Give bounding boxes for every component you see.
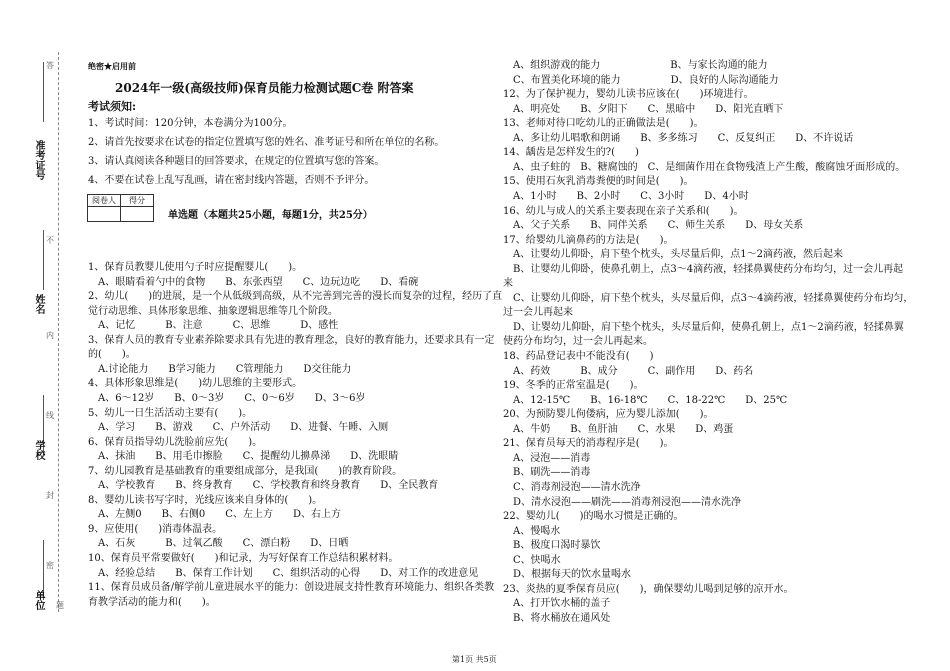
answer-option: A、学校教育 B、终身教育 C、学校教育和终身教育 D、全民教育 xyxy=(98,480,439,492)
seal-char: 不 xyxy=(46,236,54,245)
note-item: 3、请认真阅读各种题目的回答要求，在规定的位置填写您的答案。 xyxy=(88,156,385,167)
answer-option: A、眼睛看着勺中的食物 B、东张西望 C、边玩边吃 D、看碗 xyxy=(98,276,419,288)
answer-option: A、组织游戏的能力 B、与家长沟通的能力 xyxy=(513,60,768,71)
note-item: 2、请首先按要求在试卷的指定位置填写您的姓名、准考证号和所在单位的名称。 xyxy=(88,137,445,148)
question-line: 9、应使用( )消毒体温表。 xyxy=(88,523,223,535)
answer-option: B、将水桶放在通风处 xyxy=(513,612,611,624)
section-title: 单选题（本题共25小题，每题1分，共25分） xyxy=(168,210,373,221)
question-line: 19、冬季的正常室温是( )。 xyxy=(503,380,644,392)
question-line: 15、使用石灰乳消毒粪便的时间是( )。 xyxy=(503,176,694,188)
note-item: 1、考试时间：120分钟，本卷满分为100分。 xyxy=(88,118,293,129)
seal-char: 答 xyxy=(46,61,54,70)
score-header: 得分 xyxy=(121,195,154,207)
answer-option: A、虫子蛀的 B、糖腐蚀的 C、是细菌作用在食物残渣上产生酸，酸腐蚀牙面形成的。 xyxy=(513,161,906,173)
answer-option: A、记忆 B、注意 C、思维 D、感性 xyxy=(98,320,339,332)
question-line: 23、炎热的夏季保育员应( )，确保婴幼儿喝到足够的凉开水。 xyxy=(503,583,794,595)
answer-option: B、极度口渴时暴饮 xyxy=(513,540,601,552)
seal-char: 线 xyxy=(46,411,54,420)
answer-option: A、多让幼儿唱歌和朗诵 B、多多练习 C、反复纠正 D、不许说话 xyxy=(513,132,854,144)
question-line: 8、婴幼儿读书写字时，光线应该来自身体的( )。 xyxy=(88,494,323,506)
question-line: 3、保育人员的教育专业素养除要求具有先进的教育理念，良好的教育能力，还要求具有一定 xyxy=(88,334,495,346)
reviewer-header: 阅卷人 xyxy=(88,195,121,207)
answer-option: A、石灰 B、过氧乙酸 C、漂白粉 D、日晒 xyxy=(98,538,349,550)
answer-option: A、父子关系 B、同伴关系 C、师生关系 D、母女关系 xyxy=(513,220,804,232)
answer-option: C、快喝水 xyxy=(513,554,561,566)
answer-option: D、让婴幼儿仰卧，肩下垫个枕头，头尽量后仰，使鼻孔朝上，点1～2滴药液，轻揉鼻翼 xyxy=(513,321,904,333)
question-line: 5、幼儿一日生活活动主要有( )。 xyxy=(88,407,253,419)
answer-option: A、慢喝水 xyxy=(513,525,561,537)
question-line: 18、药品登记表中不能没有( ) xyxy=(503,351,654,362)
question-line: 14、龋齿是怎样发生的?( ) xyxy=(503,147,639,159)
question-line: 4、具体形象思维是( )幼儿思维的主要形式。 xyxy=(88,378,303,390)
answer-option: C、让婴幼儿仰卧，肩下垫个枕头，头尽量后仰，点3～4滴药液，轻揉鼻翼使药分布均匀， xyxy=(513,292,914,304)
answer-option: A、12-15℃ B、16-18℃ C、18-22℃ D、25℃ xyxy=(513,394,788,406)
answer-option: C、消毒剂浸泡——清水洗净 xyxy=(513,481,641,493)
seal-char: 内 xyxy=(46,331,54,340)
exam-id-label: 准考证号 xyxy=(33,140,44,180)
unit-label: 单位 xyxy=(33,590,44,610)
question-line: 13、老师对待口吃幼儿的正确做法是( )。 xyxy=(503,118,704,130)
answer-option: A、抹油 B、用毛巾擦脸 C、提醒幼儿擤鼻涕 D、洗眼睛 xyxy=(98,451,399,463)
question-line: 过一会儿再起来 xyxy=(503,307,573,319)
question-line: 6、保育员指导幼儿洗脸前应先( )。 xyxy=(88,436,263,448)
question-line: 11、保育员成员备/解学前儿童进展水平的能力：创设进展支持性教育环境能力、组织各类教 xyxy=(88,582,495,594)
page-title: 2024年一级(高级技师)保育员能力检测试题C卷 附答案 xyxy=(115,81,414,95)
confidential-mark: 绝密★启用前 xyxy=(88,61,136,71)
page-footer: 第1页 共5页 xyxy=(452,655,497,664)
seal-char: 密 xyxy=(46,561,54,570)
answer-option: A、学习 B、游戏 C、户外活动 D、进餐、午睡、入厕 xyxy=(98,422,389,434)
question-line: 2、幼儿( )的进展，是一个从低级到高级，从不完善到完善的漫长而复杂的过程，经历了直 xyxy=(88,291,503,303)
question-line: 20、为预防婴儿佝偻病，应为婴儿添加( )。 xyxy=(503,409,714,421)
question-line: 来 xyxy=(503,278,513,290)
reviewer-cell[interactable] xyxy=(88,207,121,222)
binding-underline xyxy=(43,230,44,290)
answer-option: A、明亮处 B、夕阳下 C、黑暗中 D、阳光直晒下 xyxy=(513,103,784,115)
answer-option: A、经验总结 B、保育工作计划 C、组织活动的心得 D、对工作的改进意见 xyxy=(98,567,479,579)
question-line: 使药分布均匀，过一会儿再起来。 xyxy=(503,336,653,348)
question-line: 21、保育员每天的消毒程序是( )。 xyxy=(503,438,674,450)
answer-option: A、浸泡——消毒 xyxy=(513,452,591,464)
school-label: 学校 xyxy=(33,440,44,460)
answer-option: A.讨论能力 B学习能力 C管理能力 D交往能力 xyxy=(98,363,352,375)
question-line: 12、为了保护视力，婴幼儿读书应该在( )环境进行。 xyxy=(503,89,754,101)
question-line: 16、幼儿与成人的关系主要表现在亲子关系和( )。 xyxy=(503,205,744,217)
binding-dashed-line xyxy=(58,52,59,612)
answer-option: B、刷洗——消毒 xyxy=(513,467,591,479)
answer-option: A、6～12岁 B、0～3岁 C、0～6岁 D、3～6岁 xyxy=(98,392,366,404)
question-line: 1、保育员教婴儿使用勺子时应提醒婴儿( )。 xyxy=(88,262,303,273)
question-line: 7、幼儿园教育是基础教育的重要组成部分，是我国( )的教育阶段。 xyxy=(88,465,403,477)
answer-option: C、布置美化环境的能力 D、良好的人际沟通能力 xyxy=(513,74,779,86)
answer-option: B、让婴幼儿仰卧，使鼻孔朝上，点3～4滴药液，轻揉鼻翼使药分布均匀，过一会儿再起 xyxy=(513,263,904,275)
seal-char: 题 xyxy=(56,601,64,610)
answer-option: A、牛奶 B、鱼肝油 C、水果 D、鸡蛋 xyxy=(513,423,734,435)
binding-underline xyxy=(43,62,44,122)
note-item: 4、不要在试卷上乱写乱画，请在密封线内答题，否则不予评分。 xyxy=(88,175,375,186)
notes-heading: 考试须知: xyxy=(88,100,137,113)
answer-option: D、清水浸泡——刷洗——消毒剂浸泡——清水洗净 xyxy=(513,496,742,508)
seal-char: 封 xyxy=(46,491,54,500)
answer-option: A、1小时 B、2小时 C、3小时 D、4小时 xyxy=(513,190,749,202)
score-table xyxy=(87,194,154,222)
question-line: 育教学活动的能力和( )。 xyxy=(88,596,216,608)
question-line: 17、给婴幼儿滴鼻药的方法是( )。 xyxy=(503,234,674,246)
answer-option: D、根据每天的饮水量喝水 xyxy=(513,569,632,581)
question-line: 觉行动思维、具体形象思维、抽象逻辑思维等几个阶段。 xyxy=(88,305,338,317)
score-cell[interactable] xyxy=(121,207,154,222)
answer-option: A、药效 B、成分 C、副作用 D、药名 xyxy=(513,365,754,377)
question-line: 10、保育员平常要做好( )和记录，为写好保育工作总结积累材料。 xyxy=(88,553,399,564)
question-line: 22、婴幼儿( )的喝水习惯是正确的。 xyxy=(503,511,684,523)
answer-option: A、打开饮水桶的盖子 xyxy=(513,598,611,610)
answer-option: A、左侧0 B、右侧0 C、左上方 D、右上方 xyxy=(98,509,341,521)
question-line: 的( )。 xyxy=(88,349,136,361)
answer-option: A、让婴幼儿仰卧，肩下垫个枕头，头尽量后仰，点1～2滴药液，然后起来 xyxy=(513,249,843,261)
name-label: 姓名 xyxy=(33,294,44,314)
